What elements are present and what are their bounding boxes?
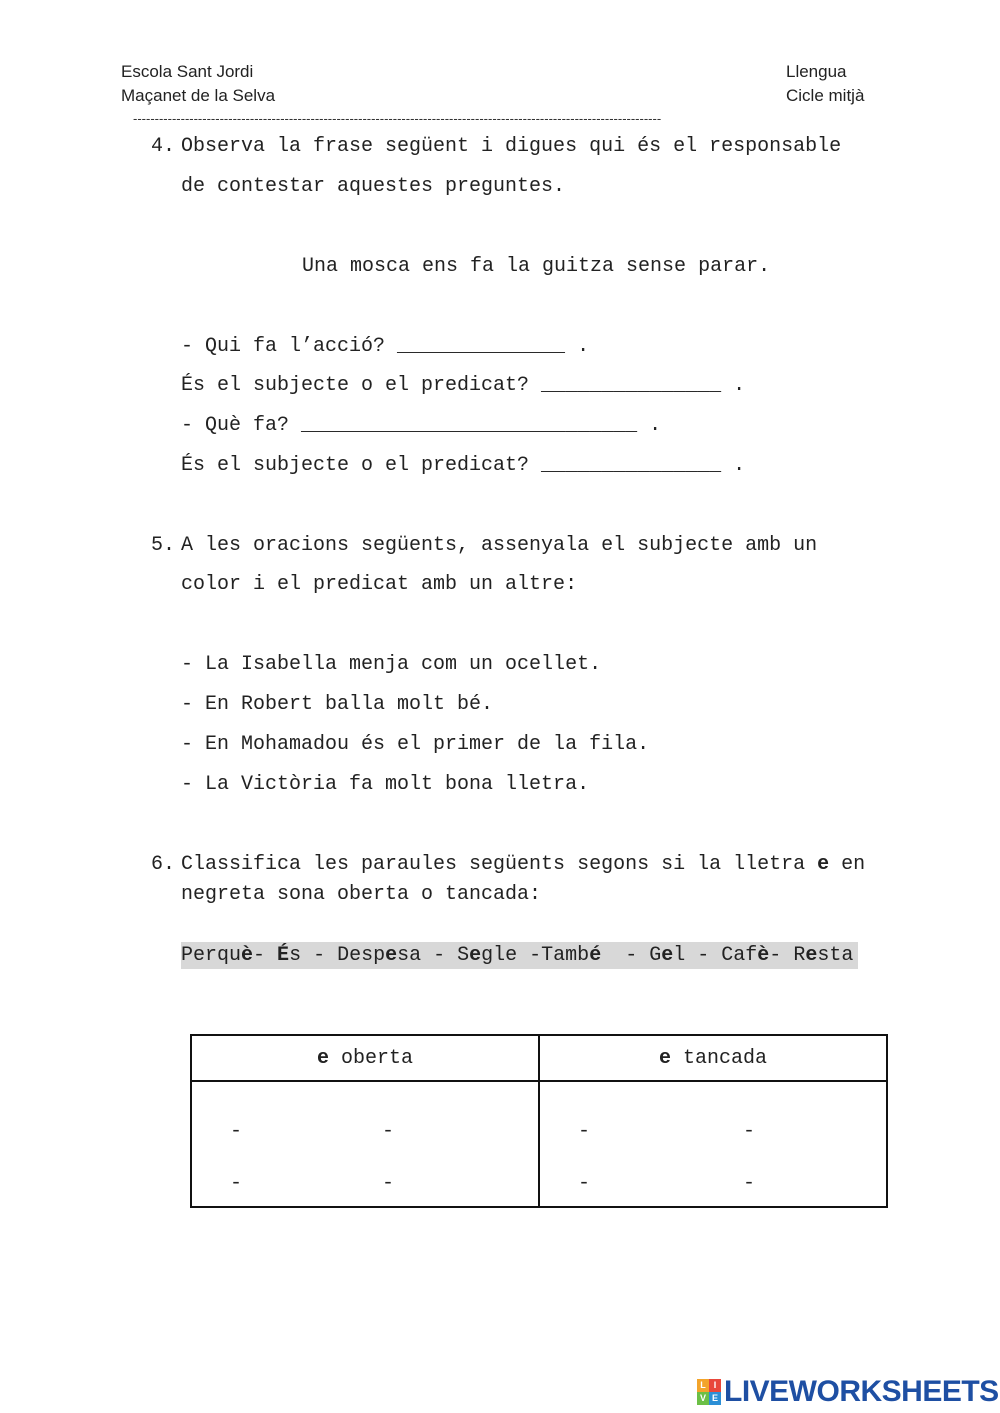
q6-line1-bold-e: e: [817, 853, 830, 876]
word-bold-vowel: è: [757, 944, 770, 967]
word-prefix: R: [793, 944, 806, 967]
word-prefix: Caf: [721, 944, 758, 967]
word-bank-item[interactable]: [793, 944, 853, 967]
answer-dash[interactable]: -: [578, 1172, 591, 1195]
word-bank-item[interactable]: [649, 944, 721, 967]
level-label: Cicle mitjà: [786, 86, 865, 105]
word-prefix: Desp: [337, 944, 386, 967]
q4-prompt-what[interactable]: - Què fa? ____________________________ .: [181, 414, 662, 437]
q6-line1-start: Classifica les paraules següents segons si la lletra: [181, 853, 818, 876]
answer-dash[interactable]: -: [743, 1172, 756, 1195]
table-answer-row: [191, 1081, 887, 1207]
q5-number: 5.: [151, 534, 176, 557]
q4-sentence: Una mosca ens fa la guitza sense parar.: [302, 255, 771, 278]
word-bold-vowel: e: [661, 944, 674, 967]
q5-instruction-line2: color i el predicat amb un altre:: [181, 573, 578, 596]
word-suffix: -: [769, 944, 794, 967]
column-header-e-tancada: [539, 1035, 887, 1081]
q4-number: 4.: [151, 135, 176, 158]
word-bold-vowel: e: [385, 944, 398, 967]
school-name: Escola Sant Jordi: [121, 62, 254, 81]
col2-bold-e: e: [658, 1046, 671, 1070]
school-town: Maçanet de la Selva: [121, 86, 276, 105]
answer-dash[interactable]: -: [578, 1120, 591, 1143]
q5-instruction-line1: A les oracions següents, assenyala el subjecte amb un: [181, 534, 818, 557]
word-suffix: l -: [673, 944, 722, 967]
word-prefix: Tamb: [541, 944, 590, 967]
q5-sentence-1[interactable]: - La Isabella menja com un ocellet.: [181, 653, 602, 676]
word-bold-vowel: é: [589, 944, 602, 967]
q4-prompt-subject-or-predicate-1[interactable]: És el subjecte o el predicat? _______________ .: [181, 374, 746, 397]
column-header-e-oberta: [191, 1035, 539, 1081]
e-tancada-answer-cell[interactable]: [539, 1081, 887, 1207]
col2-label: tancada: [671, 1046, 768, 1070]
word-bank-item[interactable]: [277, 944, 337, 967]
answer-dash[interactable]: -: [230, 1120, 243, 1143]
logo-tile: E: [709, 1392, 721, 1405]
classification-table: [190, 1034, 888, 1208]
word-bank-item[interactable]: [337, 944, 457, 967]
word-bank-item[interactable]: [457, 944, 541, 967]
logo-tile: V: [697, 1392, 709, 1405]
liveworksheets-logo-icon: [697, 1379, 721, 1405]
q6-line1-end: en: [829, 853, 866, 876]
liveworksheets-logo[interactable]: [697, 1374, 999, 1410]
q4-prompt-who[interactable]: - Qui fa l’acció? ______________ .: [181, 335, 590, 358]
word-prefix: S: [457, 944, 470, 967]
header-separator: --------------------------------------------------------------------------------------------------------------------------: [133, 111, 662, 126]
liveworksheets-wordmark: LIVEWORKSHEETS: [724, 1375, 999, 1408]
word-suffix: -: [253, 944, 278, 967]
word-suffix: s -: [289, 944, 338, 967]
word-suffix: gle -: [481, 944, 542, 967]
word-bold-vowel: è: [241, 944, 254, 967]
word-bold-vowel: e: [469, 944, 482, 967]
q5-sentence-2[interactable]: - En Robert balla molt bé.: [181, 693, 494, 716]
word-bank-item[interactable]: [181, 944, 277, 967]
q6-instruction-line2: negreta sona oberta o tancada:: [181, 883, 542, 906]
q6-number: 6.: [151, 853, 176, 876]
word-suffix: -: [601, 944, 650, 967]
table-header-row: [191, 1035, 887, 1081]
q4-instruction-line2: de contestar aquestes preguntes.: [181, 175, 566, 198]
q5-sentence-4[interactable]: - La Victòria fa molt bona lletra.: [181, 773, 590, 796]
answer-dash[interactable]: -: [230, 1172, 243, 1195]
answer-dash[interactable]: -: [743, 1120, 756, 1143]
e-oberta-answer-cell[interactable]: [191, 1081, 539, 1207]
answer-dash[interactable]: -: [382, 1172, 395, 1195]
q4-instruction-line1: Observa la frase següent i digues qui és el responsable: [181, 135, 842, 158]
word-suffix: sa -: [397, 944, 458, 967]
word-bold-vowel: É: [277, 944, 290, 967]
q6-word-bank: [181, 942, 858, 969]
logo-tile: L: [697, 1379, 709, 1392]
answer-dash[interactable]: -: [382, 1120, 395, 1143]
q5-sentence-3[interactable]: - En Mohamadou és el primer de la fila.: [181, 733, 650, 756]
word-bold-vowel: e: [805, 944, 818, 967]
word-bank-item[interactable]: [541, 944, 649, 967]
logo-tile: I: [709, 1379, 721, 1392]
col1-bold-e: e: [316, 1046, 329, 1070]
word-bank-item[interactable]: [721, 944, 793, 967]
word-suffix: sta: [817, 944, 854, 967]
q4-prompt-subject-or-predicate-2[interactable]: És el subjecte o el predicat? _______________ .: [181, 454, 746, 477]
col1-label: oberta: [329, 1046, 414, 1070]
subject-label: Llengua: [786, 62, 847, 81]
word-prefix: G: [649, 944, 662, 967]
q6-instruction-line1: [181, 853, 865, 876]
word-prefix: Perqu: [181, 944, 242, 967]
